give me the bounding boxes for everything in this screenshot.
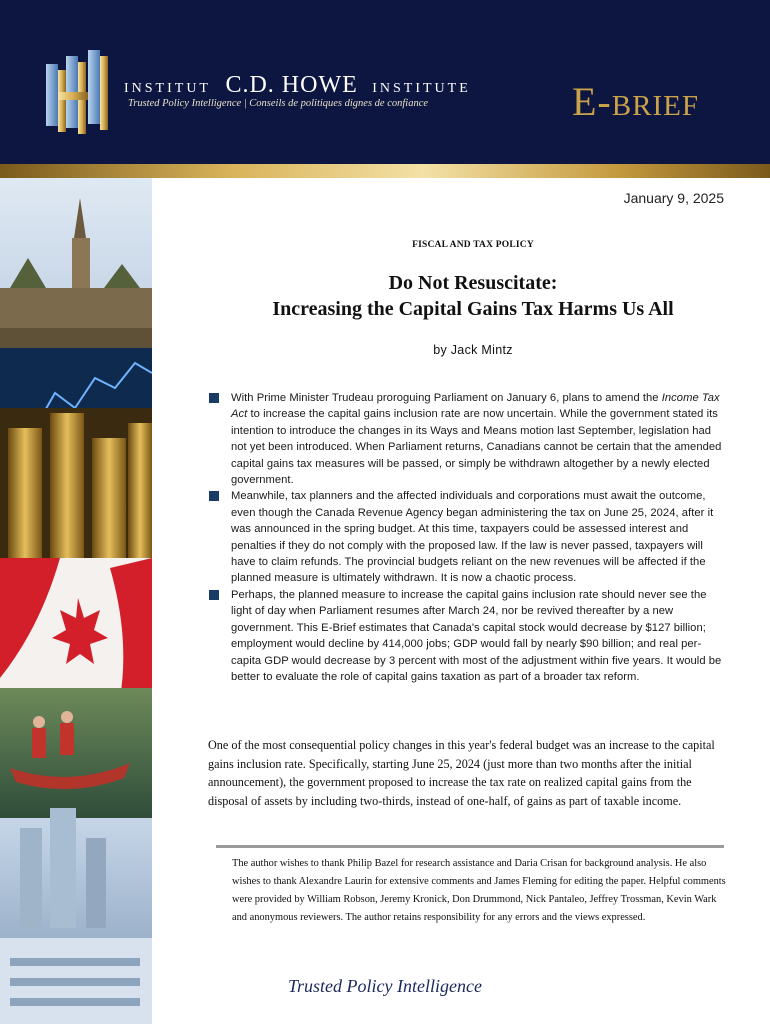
ebrief-word: BRIEF	[611, 90, 699, 122]
institute-name	[124, 72, 471, 99]
bullet-text-post: to increase the capital gains inclusion rate are now uncertain. While the government stated its intention to introduce the changes in its Ways and Means motion last September, legislation had not yet been introduced. When Parliament returns, Canadians cannot be certain that the amended capital gains tax measures will be passed, or simply be withdrawn altogether by a newly elected government.	[231, 408, 722, 487]
summary-bullet	[209, 587, 729, 685]
page-title	[236, 270, 710, 322]
summary-bullet	[209, 488, 729, 586]
city-industry-scene	[0, 808, 152, 1024]
bullet-text-pre: With Prime Minister Trudeau proroguing Parliament on January 6, plans to amend the	[231, 392, 662, 404]
canada-flag	[0, 558, 152, 698]
title-line-2: Increasing the Capital Gains Tax Harms Us All	[272, 298, 674, 320]
canoe-scene	[0, 688, 152, 818]
publication-date: January 9, 2025	[623, 190, 724, 206]
bullet-square-icon	[209, 590, 219, 600]
bullet-square-icon	[209, 393, 219, 403]
header-tagline: Trusted Policy Intelligence | Conseils de politiques dignes de confiance	[128, 98, 429, 109]
byline: by Jack Mintz	[433, 343, 513, 357]
bullet-text-em: Income Tax Act	[231, 392, 720, 421]
summary-bullets	[209, 390, 729, 685]
bullet-square-icon	[209, 491, 219, 501]
institute-brand: C.D. HOWE	[225, 72, 358, 98]
title-line-1: Do Not Resuscitate:	[388, 272, 558, 294]
masthead	[0, 0, 770, 164]
header-divider	[0, 164, 770, 178]
institut-label: INSTITUT	[124, 81, 211, 96]
bullet-text-pre: Perhaps, the planned measure to increase the capital gains inclusion rate should never see the light of day when Parliament resumes after March 24, nor be revived thereafter by a new government. This E-Brief estimates that Canada's capital stock would decrease by $127 billion; employment would decline by 414,000 jobs; GDP would fall by nearly $90 billion; and real per-capita GDP would decrease by 3 percent with most of the adjustment within five years. It would be better to evaluate the role of capital gains taxation as part of a broader tax reform.	[231, 588, 722, 683]
bullet-text-pre: Meanwhile, tax planners and the affected individuals and corporations must await the outcome, even though the Canada Revenue Agency began administering the tax on June 25, 2024, after it was announced in the spring budget. At this time, taxpayers could be assessed interest and penalties if they do not comply with the proposed law. If the law is never passed, taxpayers will have to claim refunds. The provincial budgets reliant on the new revenues will be affected if the planned measure is ultimately withdrawn. It is now a chaotic process.	[231, 490, 714, 585]
ebrief-wordmark	[572, 78, 699, 125]
acknowledgement-note: The author wishes to thank Philip Bazel for research assistance and Daria Crisan for background analysis. He also wishes to thank Alexandre Laurin for extensive comments and James Fleming for editing the paper. Helpful comments were provided by William Robson, Jeremy Kronick, Don Drummond, Nick Pantaleo, Jeffrey Trossman, Kevin Wark and anonymous reviewers. The author retains responsibility for any errors and the views expressed.	[232, 858, 726, 923]
photo-collage	[0, 178, 152, 1024]
acknowledgement-divider	[216, 845, 724, 848]
summary-bullet	[209, 390, 729, 488]
institute-label: INSTITUTE	[372, 81, 471, 96]
coin-stacks	[0, 408, 152, 558]
intro-paragraph: One of the most consequential policy changes in this year's federal budget was an increase to the capital gains inclusion rate. Specifically, starting June 25, 2024 (just more than two months after the initial announcement), the government proposed to increase the tax rate on realized capital gains from the disposal of assets by including two-thirds, instead of one-half, of gains as part of taxable income.	[208, 738, 715, 808]
cd-howe-logo-icon	[44, 46, 112, 138]
section-label: FISCAL AND TAX POLICY	[412, 240, 534, 250]
footer-tagline: Trusted Policy Intelligence	[288, 976, 482, 996]
ebrief-prefix: E-	[572, 79, 612, 124]
